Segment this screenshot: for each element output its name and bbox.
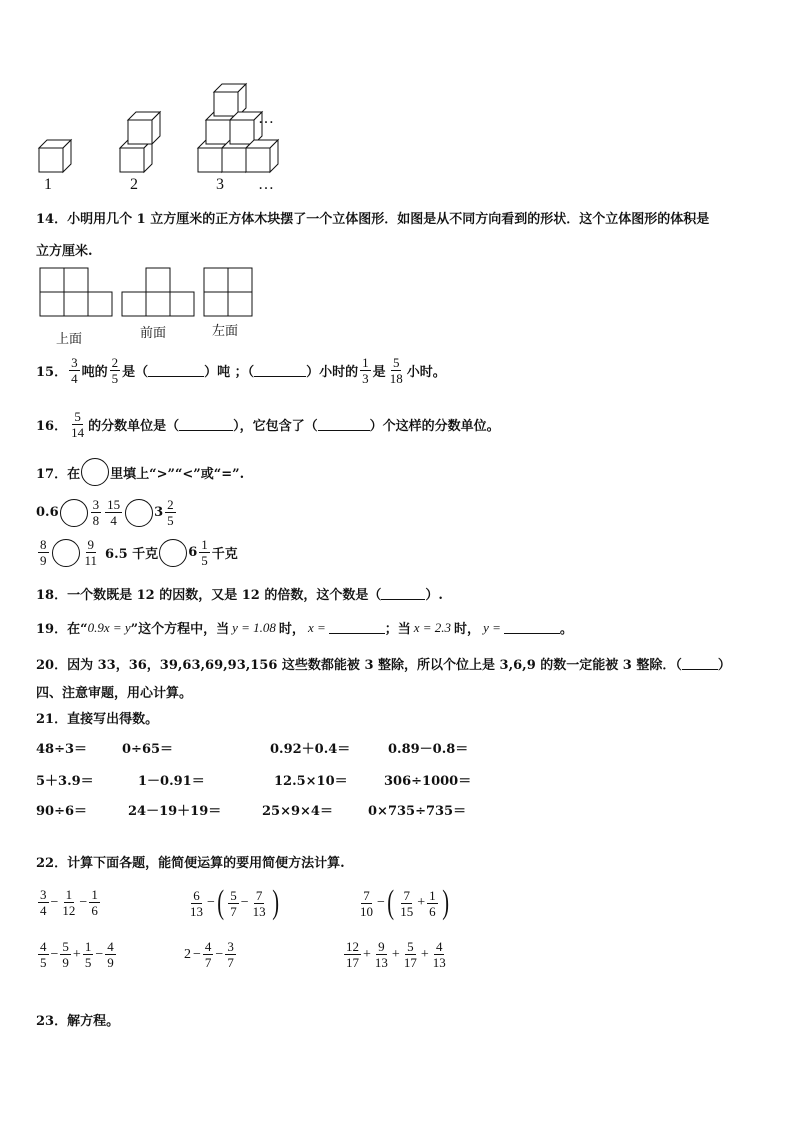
q14-line2: 立方厘米. [36, 244, 93, 259]
q20-blank[interactable] [682, 657, 718, 670]
cube-stacks-figure [30, 78, 290, 198]
q23-title: 23．解方程。 [36, 1014, 120, 1029]
ellipsis-top: … [258, 110, 274, 127]
q22-expr-3: $\frac{7}{10}$ − ( $\frac{7}{15}$ + $\frac{1}{6}$ ) [360, 884, 449, 921]
q17-compare-circle-3[interactable] [52, 539, 80, 567]
q22-expr-1: $\frac{3}{4}$ − $\frac{1}{12}$ − $\frac{1}{6}$ [40, 887, 98, 918]
q16: 16． $\frac{5}{14}$ 的分数单位是（ ），它包含了（ ）个这样的分数单位。 [36, 409, 500, 440]
q21-item-6: 1－0.91＝ [138, 774, 205, 789]
q22-expr-2: $\frac{6}{13}$ − ( $\frac{5}{7}$ − $\frac{7}{13}$ ) [190, 884, 279, 921]
q21-item-7: 12.5×10＝ [274, 774, 348, 789]
view-label-top: 上面 [56, 332, 83, 347]
q19-blank-y[interactable] [504, 621, 560, 634]
q19-blank-x[interactable] [329, 621, 385, 634]
q15-blank-1[interactable] [148, 364, 204, 377]
q16-blank-1[interactable] [179, 418, 233, 431]
q21-item-4: 0.89－0.8＝ [388, 742, 469, 757]
q15: 15． $\frac{3}{4}$ 吨的 $\frac{2}{5}$ 是（ ）吨 ；（ ）小时的 $\frac{1}{3}$ 是 $\frac{5}{18}$ 小时。 [36, 355, 446, 386]
q19: 19．在“ 0.9x = y ”这个方程中，当 y = 1.08 时， x = ；当 x = 2.3 时， y = 。 [36, 619, 573, 637]
q21-item-3: 0.92＋0.4＝ [270, 742, 351, 757]
cube-label-2: 2 [130, 176, 138, 193]
q17-instruction: 17．在 里填上“>”“<”或“=”. [36, 458, 244, 486]
cube-label-3: 3 [216, 176, 224, 193]
q17-row2: $\frac{8}{9}$ $\frac{9}{11}$ 6.5 千克 6 $\frac{1}{5}$ 千克 [40, 537, 238, 568]
q17-compare-circle-2[interactable] [125, 499, 153, 527]
q21-item-5: 5＋3.9＝ [36, 774, 94, 789]
q16-blank-2[interactable] [318, 418, 370, 431]
q17-compare-circle-1[interactable] [60, 499, 88, 527]
q21-title: 21．直接写出得数。 [36, 712, 159, 727]
q17-compare-circle-4[interactable] [159, 539, 187, 567]
q14-line1: 14．小明用几个 1 立方厘米的正方体木块摆了一个立体图形．如图是从不同方向看到的形状．这个立体图形的体积是 [36, 212, 710, 227]
q21-item-12: 0×735÷735＝ [368, 804, 467, 819]
q22-title: 22．计算下面各题，能简便运算的要用简便方法计算. [36, 856, 345, 871]
view-label-front: 前面 [140, 326, 167, 341]
q22-expr-6: $\frac{12}{17}$ + $\frac{9}{13}$ + $\frac{5}{17}$ + $\frac{4}{13}$ [346, 939, 446, 970]
section-4-heading: 四、注意审题，用心计算。 [36, 686, 193, 701]
ellipsis-bottom: … [258, 176, 274, 193]
q18: 18．一个数既是 12 的因数，又是 12 的倍数，这个数是（ ）. [36, 588, 443, 603]
q22-expr-4: $\frac{4}{5}$ − $\frac{5}{9}$ + $\frac{1}{5}$ − $\frac{4}{9}$ [40, 939, 114, 970]
three-views-figure [38, 266, 258, 318]
q17-row1: 0.6 $\frac{3}{8}$ $\frac{15}{4}$ 3 $\frac{2}{5}$ [36, 497, 174, 528]
q22-expr-5: 2 − $\frac{4}{7}$ − $\frac{3}{7}$ [184, 939, 234, 970]
q21-item-2: 0÷65＝ [122, 742, 174, 757]
q20: 20．因为 33，36，39,63,69,93,156 这些数都能被 3 整除，所以个位上是 3,6,9 的数一定能被 3 整除．（ ） [36, 658, 731, 673]
q21-item-11: 25×9×4＝ [262, 804, 333, 819]
circle-icon [81, 458, 109, 486]
q21-item-8: 306÷1000＝ [384, 774, 472, 789]
q15-blank-2[interactable] [254, 364, 306, 377]
q21-item-10: 24－19＋19＝ [128, 804, 222, 819]
view-label-left: 左面 [212, 324, 239, 339]
q21-item-1: 48÷3＝ [36, 742, 88, 757]
q18-blank[interactable] [381, 587, 425, 600]
cube-label-1: 1 [44, 176, 52, 193]
q21-item-9: 90÷6＝ [36, 804, 88, 819]
